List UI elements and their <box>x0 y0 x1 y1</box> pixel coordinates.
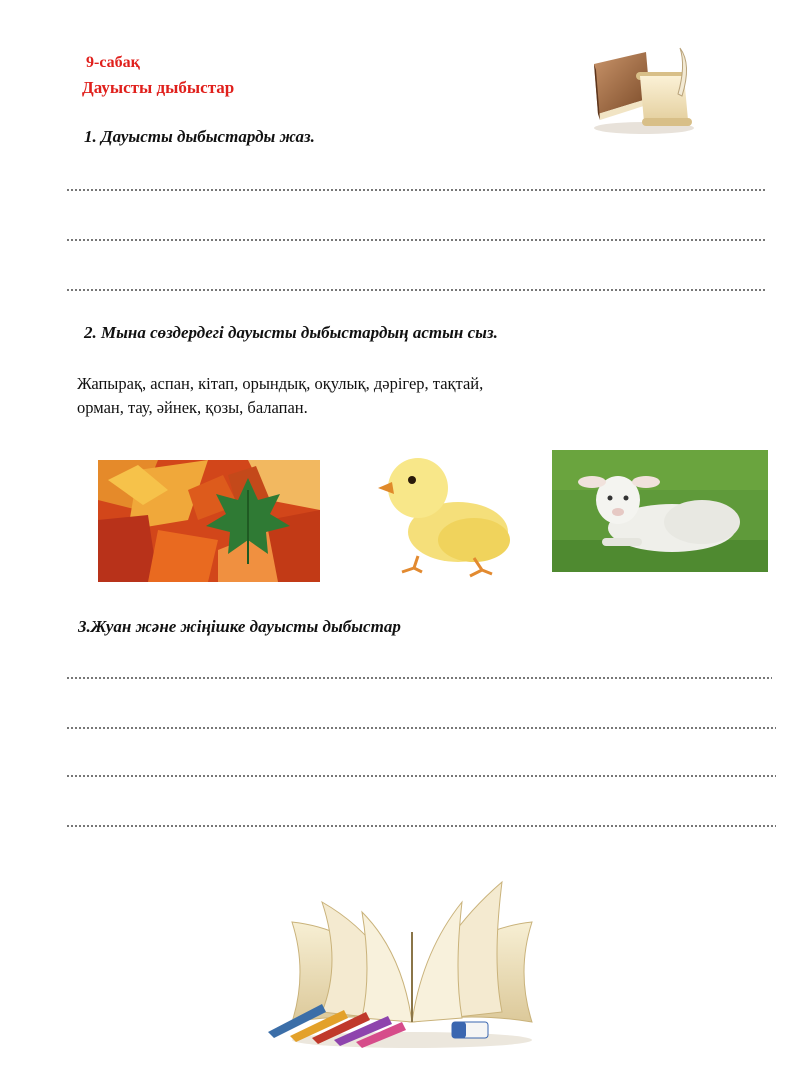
book-scroll-illustration <box>588 44 700 136</box>
task-1-heading: 1. Дауысты дыбыстарды жаз. <box>84 127 315 146</box>
answer-line[interactable] <box>66 677 772 679</box>
answer-line[interactable] <box>66 239 766 241</box>
task-3-heading: 3.Жуан және жіңішке дауысты дыбыстар <box>78 617 401 636</box>
leaves-picture <box>98 460 320 582</box>
word-list <box>77 372 637 420</box>
word-list-line: Жапырақ, аспан, кітап, орындық, оқулық, дәрігер, тақтай, <box>77 374 484 393</box>
answer-line[interactable] <box>66 727 776 729</box>
word-list-line: орман, тау, әйнек, қозы, балапан. <box>77 398 308 417</box>
open-book-illustration <box>262 872 562 1052</box>
answer-line[interactable] <box>66 189 766 191</box>
chick-picture <box>378 450 518 580</box>
lesson-title: Дауысты дыбыстар <box>82 78 235 97</box>
lesson-number: 9-сабақ <box>86 54 140 71</box>
task-2-heading: 2. Мына сөздердегі дауысты дыбыстардың астын сыз. <box>84 323 498 342</box>
answer-line[interactable] <box>66 825 776 827</box>
lamb-picture <box>552 450 768 572</box>
answer-line[interactable] <box>66 775 776 777</box>
answer-line[interactable] <box>66 289 766 291</box>
